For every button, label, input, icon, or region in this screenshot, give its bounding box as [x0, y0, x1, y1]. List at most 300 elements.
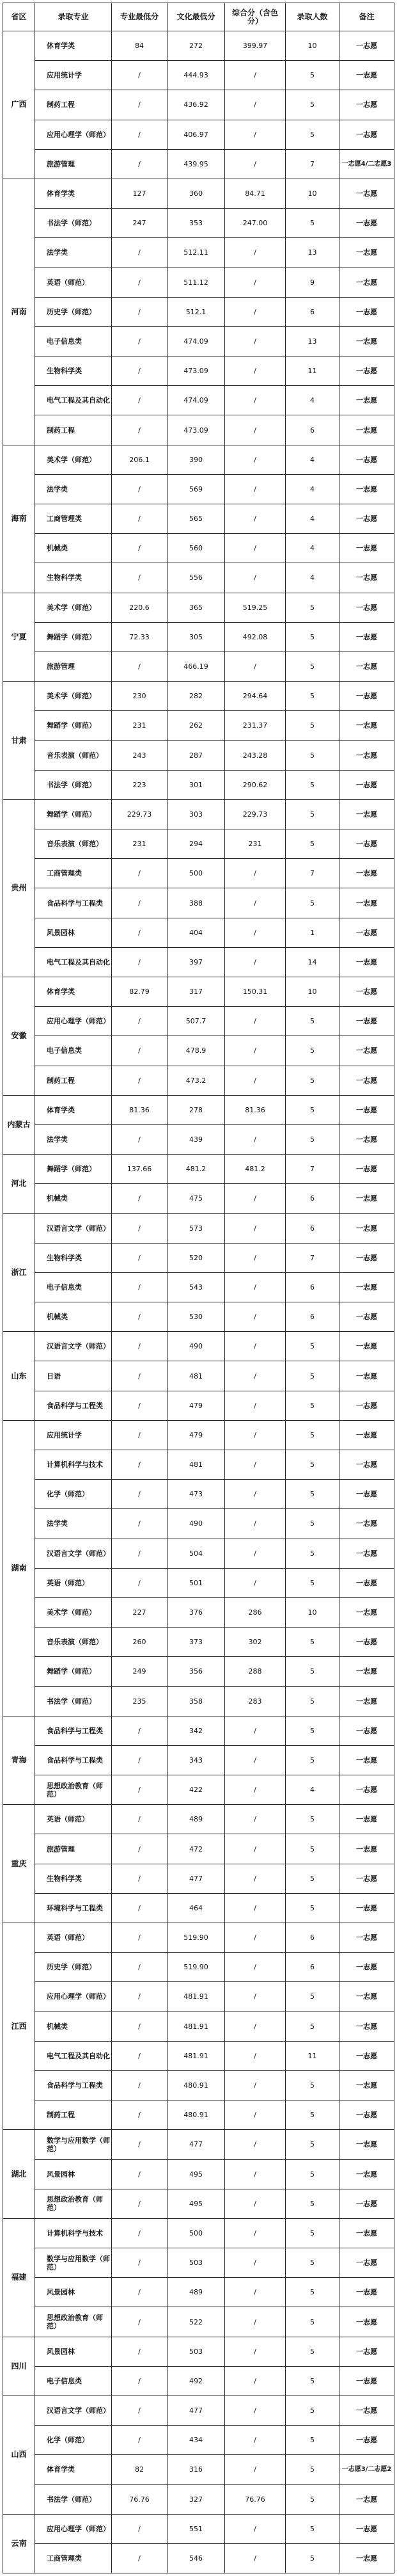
cul-min-cell: 481.91: [167, 1982, 225, 2012]
remark-cell: 一志愿: [339, 1007, 394, 1036]
pro-min-cell: /: [112, 1420, 167, 1450]
remark-cell: 一志愿: [339, 534, 394, 563]
remark-cell: 一志愿: [339, 31, 394, 61]
count-cell: 5: [286, 2543, 339, 2573]
table-row: [3, 711, 394, 740]
pro-min-cell: /: [112, 1834, 167, 1864]
cul-min-cell: 481.91: [167, 2041, 225, 2070]
remark-cell: 一志愿: [339, 1657, 394, 1686]
count-cell: 6: [286, 415, 339, 445]
comp-min-cell: 229.73: [225, 799, 286, 829]
major-cell: 法学类: [35, 238, 112, 268]
comp-min-cell: /: [225, 2337, 286, 2366]
table-row: [3, 445, 394, 474]
province-cell: 浙江: [3, 1213, 35, 1332]
major-cell: 法学类: [35, 1509, 112, 1539]
province-cell: 湖北: [3, 2130, 35, 2219]
count-cell: 6: [286, 1923, 339, 1953]
major-cell: 应用心理学（师范）: [35, 1982, 112, 2012]
remark-cell: 一志愿: [339, 2337, 394, 2366]
remark-cell: 一志愿: [339, 977, 394, 1007]
major-cell: 思想政治教育（师范）: [35, 2307, 112, 2337]
count-cell: 5: [286, 2514, 339, 2543]
cul-min-cell: 358: [167, 1686, 225, 1716]
table-row: [3, 2278, 394, 2307]
major-cell: 机械类: [35, 1302, 112, 1332]
remark-cell: 一志愿: [339, 1361, 394, 1391]
cul-min-cell: 278: [167, 1095, 225, 1124]
major-cell: 电气工程及其自动化: [35, 947, 112, 977]
cul-min-cell: 565: [167, 504, 225, 534]
remark-cell: 一志愿: [339, 297, 394, 326]
province-cell: 山西: [3, 2396, 35, 2515]
comp-min-cell: 519.25: [225, 593, 286, 622]
cul-min-cell: 474.09: [167, 386, 225, 415]
comp-min-cell: 492.08: [225, 622, 286, 652]
comp-min-cell: /: [225, 1391, 286, 1420]
table-row: [3, 682, 394, 711]
comp-min-cell: /: [225, 1036, 286, 1066]
table-row: [3, 1124, 394, 1154]
comp-min-cell: /: [225, 1480, 286, 1509]
remark-cell: 一志愿: [339, 2514, 394, 2543]
pro-min-cell: /: [112, 415, 167, 445]
remark-cell: 一志愿: [339, 622, 394, 652]
count-cell: 10: [286, 977, 339, 1007]
count-cell: 5: [286, 1391, 339, 1420]
cul-min-cell: 262: [167, 711, 225, 740]
table-row: [3, 1805, 394, 1834]
major-cell: 思想政治教育（师范）: [35, 1775, 112, 1805]
remark-cell: 一志愿: [339, 2543, 394, 2573]
table-row: [3, 1982, 394, 2012]
pro-min-cell: /: [112, 2307, 167, 2337]
count-cell: 5: [286, 1657, 339, 1686]
remark-cell: 一志愿: [339, 2307, 394, 2337]
remark-cell: 一志愿3/二志愿2: [339, 2455, 394, 2484]
remark-cell: 一志愿: [339, 1628, 394, 1657]
pro-min-cell: /: [112, 1124, 167, 1154]
cul-min-cell: 473: [167, 1480, 225, 1509]
comp-min-cell: 243.28: [225, 740, 286, 770]
pro-min-cell: /: [112, 2366, 167, 2396]
major-cell: 体育学类: [35, 179, 112, 208]
table-row: [3, 2514, 394, 2543]
pro-min-cell: /: [112, 2337, 167, 2366]
comp-min-cell: /: [225, 445, 286, 474]
comp-min-cell: /: [225, 2455, 286, 2484]
comp-min-cell: /: [225, 1184, 286, 1213]
count-cell: 5: [286, 1745, 339, 1775]
comp-min-cell: /: [225, 1568, 286, 1597]
pro-min-cell: /: [112, 1568, 167, 1597]
major-cell: 体育学类: [35, 977, 112, 1007]
comp-min-cell: /: [225, 1893, 286, 1923]
remark-cell: 一志愿: [339, 711, 394, 740]
remark-cell: 一志愿: [339, 2159, 394, 2189]
count-cell: 5: [286, 1805, 339, 1834]
pro-min-cell: /: [112, 1805, 167, 1834]
count-cell: 4: [286, 474, 339, 504]
remark-cell: 一志愿: [339, 1155, 394, 1184]
comp-min-cell: /: [225, 2130, 286, 2159]
pro-min-cell: 230: [112, 682, 167, 711]
comp-min-cell: /: [225, 2307, 286, 2337]
count-cell: 5: [286, 1539, 339, 1568]
remark-cell: 一志愿: [339, 2130, 394, 2159]
header-comp-min: 综合分（含色分）: [225, 3, 286, 31]
remark-cell: 一志愿: [339, 1716, 394, 1745]
pro-min-cell: /: [112, 2189, 167, 2218]
count-cell: 5: [286, 770, 339, 799]
remark-cell: 一志愿: [339, 1686, 394, 1716]
major-cell: 生物科学类: [35, 1243, 112, 1272]
table-row: [3, 1509, 394, 1539]
comp-min-cell: /: [225, 2514, 286, 2543]
remark-cell: 一志愿: [339, 90, 394, 120]
count-cell: 7: [286, 149, 339, 179]
comp-min-cell: /: [225, 2100, 286, 2130]
table-row: [3, 209, 394, 238]
count-cell: 5: [286, 1095, 339, 1124]
major-cell: 计算机科学与技术: [35, 2218, 112, 2248]
cul-min-cell: 503: [167, 2248, 225, 2278]
remark-cell: 一志愿: [339, 504, 394, 534]
major-cell: 舞蹈学（师范）: [35, 711, 112, 740]
count-cell: 5: [286, 1332, 339, 1361]
remark-cell: 一志愿: [339, 770, 394, 799]
pro-min-cell: /: [112, 356, 167, 386]
remark-cell: 一志愿: [339, 415, 394, 445]
count-cell: 5: [286, 622, 339, 652]
table-row: [3, 1450, 394, 1480]
major-cell: 历史学（师范）: [35, 1953, 112, 1982]
count-cell: 5: [286, 740, 339, 770]
pro-min-cell: 260: [112, 1628, 167, 1657]
remark-cell: 一志愿: [339, 1272, 394, 1302]
remark-cell: 一志愿: [339, 1450, 394, 1480]
remark-cell: 一志愿: [339, 740, 394, 770]
comp-min-cell: /: [225, 918, 286, 947]
pro-min-cell: 220.6: [112, 593, 167, 622]
table-row: [3, 534, 394, 563]
table-row: [3, 1095, 394, 1124]
remark-cell: 一志愿: [339, 1036, 394, 1066]
comp-min-cell: /: [225, 2426, 286, 2455]
comp-min-cell: /: [225, 2218, 286, 2248]
comp-min-cell: /: [225, 2248, 286, 2278]
count-cell: 5: [286, 1864, 339, 1893]
table-row: [3, 2041, 394, 2070]
major-cell: 舞蹈学（师范）: [35, 1155, 112, 1184]
cul-min-cell: 473.09: [167, 415, 225, 445]
count-cell: 10: [286, 179, 339, 208]
remark-cell: 一志愿: [339, 1953, 394, 1982]
comp-min-cell: /: [225, 1213, 286, 1243]
pro-min-cell: /: [112, 1480, 167, 1509]
cul-min-cell: 422: [167, 1775, 225, 1805]
major-cell: 美术学（师范）: [35, 445, 112, 474]
comp-min-cell: 286: [225, 1597, 286, 1627]
cul-min-cell: 353: [167, 209, 225, 238]
remark-cell: 一志愿: [339, 1391, 394, 1420]
table-row: [3, 977, 394, 1007]
comp-min-cell: /: [225, 1745, 286, 1775]
comp-min-cell: /: [225, 415, 286, 445]
remark-cell: 一志愿: [339, 1480, 394, 1509]
major-cell: 电子信息类: [35, 1036, 112, 1066]
count-cell: 5: [286, 1007, 339, 1036]
pro-min-cell: /: [112, 563, 167, 593]
count-cell: 5: [286, 2396, 339, 2426]
pro-min-cell: /: [112, 2070, 167, 2100]
comp-min-cell: 288: [225, 1657, 286, 1686]
count-cell: 4: [286, 445, 339, 474]
count-cell: 5: [286, 1686, 339, 1716]
comp-min-cell: /: [225, 2189, 286, 2218]
remark-cell: 一志愿: [339, 2396, 394, 2426]
cul-min-cell: 473.09: [167, 356, 225, 386]
comp-min-cell: /: [225, 1982, 286, 2012]
major-cell: 汉语言文学（师范）: [35, 1332, 112, 1361]
table-row: [3, 1745, 394, 1775]
cul-min-cell: 404: [167, 918, 225, 947]
cul-min-cell: 406.97: [167, 120, 225, 149]
pro-min-cell: /: [112, 1893, 167, 1923]
cul-min-cell: 439.95: [167, 149, 225, 179]
comp-min-cell: /: [225, 652, 286, 681]
remark-cell: 一志愿: [339, 268, 394, 297]
count-cell: 5: [286, 61, 339, 90]
major-cell: 汉语言文学（师范）: [35, 1539, 112, 1568]
comp-min-cell: /: [225, 888, 286, 918]
province-cell: 福建: [3, 2218, 35, 2337]
count-cell: 5: [286, 1480, 339, 1509]
comp-min-cell: /: [225, 1243, 286, 1272]
pro-min-cell: /: [112, 2514, 167, 2543]
table-row: [3, 1657, 394, 1686]
pro-min-cell: /: [112, 2543, 167, 2573]
count-cell: 4: [286, 534, 339, 563]
province-cell: 四川: [3, 2337, 35, 2396]
header-province: 省区: [3, 3, 35, 31]
table-row: [3, 947, 394, 977]
count-cell: 7: [286, 1243, 339, 1272]
count-cell: 5: [286, 829, 339, 859]
table-row: [3, 593, 394, 622]
remark-cell: 一志愿: [339, 563, 394, 593]
comp-min-cell: 302: [225, 1628, 286, 1657]
cul-min-cell: 464: [167, 1893, 225, 1923]
pro-min-cell: /: [112, 1745, 167, 1775]
cul-min-cell: 489: [167, 2278, 225, 2307]
remark-cell: 一志愿: [339, 1539, 394, 1568]
table-row: [3, 2484, 394, 2514]
comp-min-cell: /: [225, 268, 286, 297]
cul-min-cell: 503: [167, 2337, 225, 2366]
remark-cell: 一志愿: [339, 1864, 394, 1893]
pro-min-cell: /: [112, 1066, 167, 1095]
table-row: [3, 740, 394, 770]
remark-cell: 一志愿: [339, 1568, 394, 1597]
remark-cell: 一志愿: [339, 1893, 394, 1923]
table-row: [3, 326, 394, 356]
comp-min-cell: 294.64: [225, 682, 286, 711]
pro-min-cell: 76.76: [112, 2484, 167, 2514]
table-row: [3, 1834, 394, 1864]
table-row: [3, 2159, 394, 2189]
comp-min-cell: /: [225, 1716, 286, 1745]
major-cell: 汉语言文学（师范）: [35, 1213, 112, 1243]
count-cell: 5: [286, 1716, 339, 1745]
remark-cell: 一志愿: [339, 1420, 394, 1450]
cul-min-cell: 489: [167, 1805, 225, 1834]
count-cell: 10: [286, 31, 339, 61]
table-body: [3, 31, 394, 2573]
comp-min-cell: /: [225, 474, 286, 504]
cul-min-cell: 492: [167, 2366, 225, 2396]
remark-cell: 一志愿: [339, 1095, 394, 1124]
province-cell: 海南: [3, 445, 35, 593]
admission-score-table: [3, 3, 394, 2573]
major-cell: 数学与应用数学（师范）: [35, 2248, 112, 2278]
cul-min-cell: 477: [167, 2396, 225, 2426]
table-row: [3, 31, 394, 61]
count-cell: 5: [286, 682, 339, 711]
remark-cell: 一志愿: [339, 1124, 394, 1154]
table-row: [3, 888, 394, 918]
header-remark: 备注: [339, 3, 394, 31]
pro-min-cell: /: [112, 1332, 167, 1361]
cul-min-cell: 287: [167, 740, 225, 770]
major-cell: 英语（师范）: [35, 1568, 112, 1597]
count-cell: 5: [286, 2130, 339, 2159]
comp-min-cell: /: [225, 2396, 286, 2426]
table-row: [3, 1302, 394, 1332]
table-row: [3, 415, 394, 445]
province-cell: 宁夏: [3, 593, 35, 682]
major-cell: 应用心理学（师范）: [35, 120, 112, 149]
cul-min-cell: 472: [167, 1834, 225, 1864]
table-row: [3, 1361, 394, 1391]
count-cell: 5: [286, 90, 339, 120]
pro-min-cell: /: [112, 2100, 167, 2130]
cul-min-cell: 373: [167, 1628, 225, 1657]
major-cell: 法学类: [35, 1124, 112, 1154]
cul-min-cell: 475: [167, 1184, 225, 1213]
pro-min-cell: 137.66: [112, 1155, 167, 1184]
cul-min-cell: 481: [167, 1450, 225, 1480]
province-cell: 甘肃: [3, 682, 35, 800]
cul-min-cell: 327: [167, 2484, 225, 2514]
count-cell: 5: [286, 799, 339, 829]
pro-min-cell: 81.36: [112, 1095, 167, 1124]
table-row: [3, 268, 394, 297]
major-cell: 电气工程及其自动化: [35, 386, 112, 415]
pro-min-cell: /: [112, 1361, 167, 1391]
count-cell: 4: [286, 563, 339, 593]
cul-min-cell: 365: [167, 593, 225, 622]
pro-min-cell: /: [112, 1302, 167, 1332]
cul-min-cell: 477: [167, 1864, 225, 1893]
count-cell: 6: [286, 1302, 339, 1332]
comp-min-cell: /: [225, 386, 286, 415]
major-cell: 工商管理类: [35, 504, 112, 534]
remark-cell: 一志愿: [339, 859, 394, 888]
pro-min-cell: /: [112, 1272, 167, 1302]
table-row: [3, 1213, 394, 1243]
major-cell: 计算机科学与技术: [35, 1450, 112, 1480]
count-cell: 13: [286, 326, 339, 356]
count-cell: 5: [286, 1893, 339, 1923]
remark-cell: 一志愿: [339, 829, 394, 859]
comp-min-cell: /: [225, 2278, 286, 2307]
major-cell: 生物科学类: [35, 356, 112, 386]
comp-min-cell: /: [225, 1923, 286, 1953]
comp-min-cell: /: [225, 504, 286, 534]
table-row: [3, 652, 394, 681]
pro-min-cell: /: [112, 1391, 167, 1420]
cul-min-cell: 397: [167, 947, 225, 977]
count-cell: 5: [286, 1568, 339, 1597]
remark-cell: 一志愿: [339, 120, 394, 149]
major-cell: 音乐表演（师范）: [35, 829, 112, 859]
remark-cell: 一志愿: [339, 1213, 394, 1243]
count-cell: 10: [286, 1597, 339, 1627]
remark-cell: 一志愿: [339, 947, 394, 977]
count-cell: 7: [286, 859, 339, 888]
cul-min-cell: 388: [167, 888, 225, 918]
cul-min-cell: 501: [167, 1568, 225, 1597]
header-count: 录取人数: [286, 3, 339, 31]
table-row: [3, 1775, 394, 1805]
count-cell: 5: [286, 1834, 339, 1864]
table-row: [3, 1597, 394, 1627]
remark-cell: 一志愿: [339, 209, 394, 238]
major-cell: 食品科学与工程类: [35, 1391, 112, 1420]
remark-cell: 一志愿: [339, 2218, 394, 2248]
table-row: [3, 1686, 394, 1716]
count-cell: 4: [286, 386, 339, 415]
major-cell: 书法学（师范）: [35, 1686, 112, 1716]
count-cell: 5: [286, 209, 339, 238]
header-row: [3, 3, 394, 31]
table-row: [3, 859, 394, 888]
major-cell: 风景园林: [35, 2159, 112, 2189]
count-cell: 5: [286, 2455, 339, 2484]
province-cell: 河北: [3, 1155, 35, 1213]
pro-min-cell: /: [112, 1007, 167, 1036]
major-cell: 机械类: [35, 1184, 112, 1213]
major-cell: 生物科学类: [35, 1864, 112, 1893]
remark-cell: 一志愿: [339, 1775, 394, 1805]
remark-cell: 一志愿: [339, 2189, 394, 2218]
comp-min-cell: /: [225, 1420, 286, 1450]
remark-cell: 一志愿: [339, 918, 394, 947]
table-row: [3, 2248, 394, 2278]
comp-min-cell: /: [225, 120, 286, 149]
remark-cell: 一志愿: [339, 1184, 394, 1213]
major-cell: 应用心理学（师范）: [35, 1007, 112, 1036]
comp-min-cell: /: [225, 563, 286, 593]
table-row: [3, 61, 394, 90]
table-row: [3, 504, 394, 534]
comp-min-cell: /: [225, 1066, 286, 1095]
table-row: [3, 2396, 394, 2426]
cul-min-cell: 573: [167, 1213, 225, 1243]
pro-min-cell: /: [112, 1036, 167, 1066]
pro-min-cell: /: [112, 1450, 167, 1480]
